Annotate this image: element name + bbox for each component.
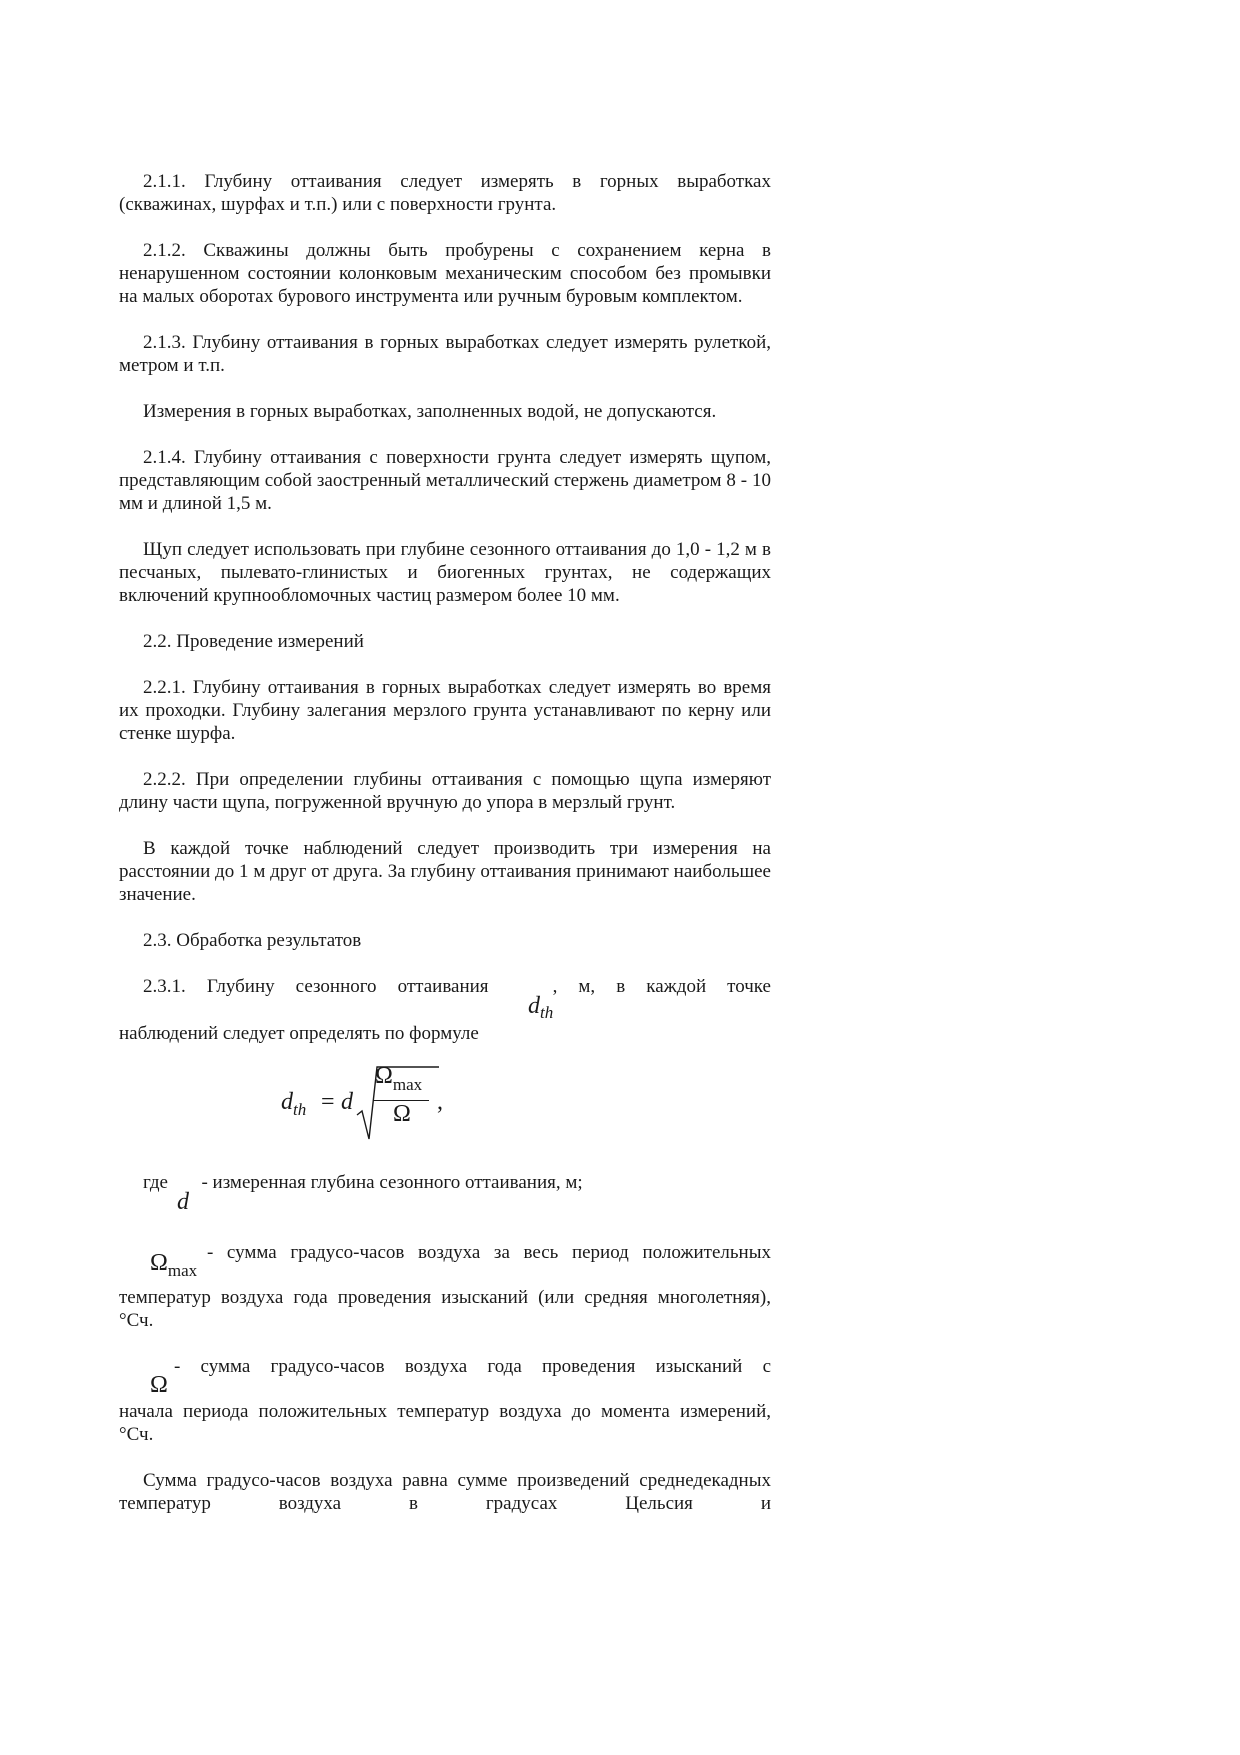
paragraph-2-1-1: 2.1.1. Глубину оттаивания следует измерять в горных выработках (скважинах, шурфах и т.п.) или с поверхности грунта. <box>119 171 771 215</box>
definition-omega-max-rest: температур воздуха года проведения изысканий (или средняя многолетняя), °Сч. <box>119 1287 771 1331</box>
paragraph-2-3-1-end: , м, в каждой точке <box>552 976 771 997</box>
section-heading-2-3: 2.3. Обработка результатов <box>143 930 362 951</box>
paragraph-water-note: Измерения в горных выработках, заполненных водой, не допускаются. <box>143 401 717 422</box>
definition-where-label: где <box>143 1172 168 1193</box>
symbol-omega-max: $\Omega_{max}$ <box>150 1250 198 1280</box>
formula-comma: , <box>437 1089 443 1115</box>
paragraph-2-3-1-start: 2.3.1. Глубину сезонного оттаивания <box>143 976 489 997</box>
paragraph-2-3-1 <box>119 975 771 1045</box>
symbol-d-th: $d_{th}$ <box>528 993 554 1022</box>
paragraph-2-2-2: 2.2.2. При определении глубины оттаивания с помощью щупа измеряют длину части щупа, погруженной вручную до упора в мерзлый грунт. <box>119 769 771 813</box>
definition-d <box>119 1171 771 1241</box>
definition-omega <box>119 1355 771 1446</box>
paragraph-degree-hours-sum: Сумма градусо-часов воздуха равна сумме произведений среднедекадных температур воздуха в градусах Цельсия и <box>119 1470 771 1514</box>
formula-equals: = <box>321 1089 335 1115</box>
paragraph-2-1-2: 2.1.2. Скважины должны быть пробурены с сохранением керна в ненарушенном состоянии колонковым механическим способом без промывки на малых оборотах бурового инструмента или ручным буровым комплектом. <box>119 240 771 307</box>
paragraph-three-measurements: В каждой точке наблюдений следует производить три измерения на расстоянии до 1 м друг от друга. За глубину оттаивания принимают наибольшее значение. <box>119 838 771 905</box>
paragraph-2-3-1-continuation: наблюдений следует определять по формуле <box>119 1023 479 1044</box>
formula-numerator: $\Omega_{max}$ <box>375 1063 423 1094</box>
symbol-omega: Ω <box>150 1372 168 1398</box>
definition-omega-max-first: - сумма градусо-часов воздуха за весь период положительных <box>207 1242 771 1263</box>
section-heading-2-2: 2.2. Проведение измерений <box>143 631 364 652</box>
document-page <box>119 170 771 1538</box>
paragraph-probe-usage: Щуп следует использовать при глубине сезонного оттаивания до 1,0 - 1,2 м в песчаных, пылевато-глинистых и биогенных грунтах, не содержащих включений крупнообломочных частиц размером более 10 мм. <box>119 539 771 606</box>
definition-omega-rest: начала периода положительных температур воздуха до момента измерений, °Сч. <box>119 1401 771 1445</box>
paragraph-2-2-1: 2.2.1. Глубину оттаивания в горных выработках следует измерять во время их проходки. Глубину залегания мерзлого грунта устанавливают по керну или стенке шурфа. <box>119 677 771 744</box>
symbol-d: d <box>177 1189 189 1215</box>
definition-d-text: - измеренная глубина сезонного оттаивания, м; <box>201 1172 583 1193</box>
definition-omega-max <box>119 1241 771 1332</box>
paragraph-2-1-3: 2.1.3. Глубину оттаивания в горных выработках следует измерять рулеткой, метром и т.п. <box>119 332 771 376</box>
formula-thaw-depth <box>119 1051 771 1149</box>
definition-omega-first: - сумма градусо-часов воздуха года проведения изысканий с <box>174 1356 771 1377</box>
formula-d: d <box>341 1089 353 1115</box>
formula-lhs: $d_{th}$ <box>281 1089 307 1119</box>
formula-denominator: Ω <box>393 1101 411 1127</box>
paragraph-2-1-4: 2.1.4. Глубину оттаивания с поверхности грунта следует измерять щупом, представляющим собой заостренный металлический стержень диаметром 8 - 10 мм и длиной 1,5 м. <box>119 447 771 514</box>
